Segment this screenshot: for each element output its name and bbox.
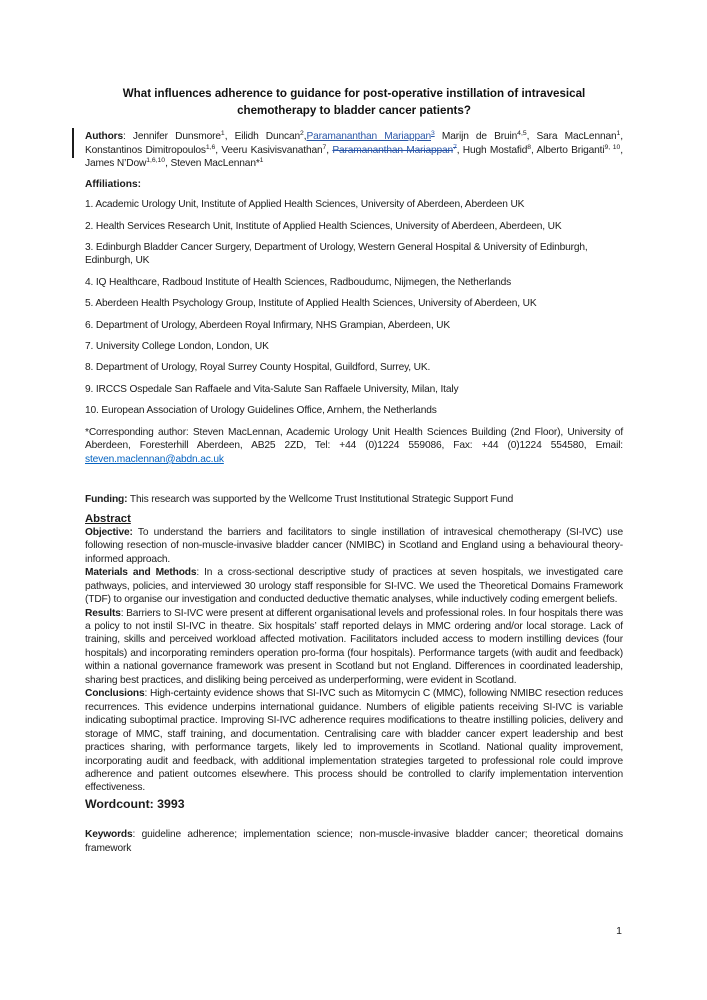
text-run: Marijn de Bruin bbox=[434, 131, 518, 142]
keywords bbox=[85, 828, 623, 855]
affiliation-item: 10. European Association of Urology Guidelines Office, Arnhem, the Netherlands bbox=[85, 405, 437, 417]
abstract-heading: Abstract bbox=[85, 512, 131, 525]
abstract-objective bbox=[85, 526, 623, 566]
text-run: , Alberto Briganti bbox=[531, 144, 605, 156]
text-run: : Barriers to SI-IVC were present at different organisational levels and professional roles. In four hospitals there was a policy to not instil SI-IVC in theatre. Six hospitals’ staff reported delays in MMC ordering and/or local storage. Lack of training, skills and perceived workload affected motivation. Facilitators included access to modern instilling devices (four hospitals) and incorporating reminders operation pro-forma (four hospitals). Performance targets (with audit and feedback) within a national governance framework was present in Scotland but not England. Differences in coordinated leadership, sharing best practices, and disliking being perceived as underperforming, were evident in Scotland. bbox=[85, 607, 623, 686]
text-run: : In a cross-sectional descriptive study of practices at seven hospitals, we investigated care pathways, policies, and interviewed 30 urology staff responsible for SI-IVC. We used the Theoretical Domains Framework (TDF) to organise our investigation and conducted deductive thematic analyses, while inductively coding emergent beliefs. bbox=[85, 567, 623, 606]
affiliation-item: 2. Health Services Research Unit, Institute of Applied Health Sciences, University of Aberdeen, Aberdeen, UK bbox=[85, 220, 562, 232]
text-run: , bbox=[326, 144, 333, 156]
text-run: 1,6 bbox=[205, 143, 216, 151]
text-run: : High-certainty evidence shows that SI-IVC such as Mitomycin C (MMC), following NMIBC resection reduces recurrences. This evidence underpins international guidance. Numbers of eligible patients receiving SI-IVC is variable indicating suboptimal practice. Improving SI-IVC adherence requires modifications to theatre instilling policies, delivery and storage of MMC, staff training, and documentation. Centralising care with bladder cancer expert leadership and best practices sharing, with performance targets, likely led to improvements in Scotland. National quality improvement, incorporating audit and feedback, with additional implementation strategies targeted to professional role could improve adherence and patient outcomes elsewhere. This process should be controlled to clarify implementation intervention effectiveness. bbox=[85, 688, 623, 794]
tracked-change-bar bbox=[72, 128, 74, 158]
affiliation-item: 8. Department of Urology, Royal Surrey County Hospital, Guildford, Surrey, UK. bbox=[85, 362, 431, 374]
text-run: , bbox=[303, 131, 307, 142]
text-run: , Konstantinos Dimitropoulos bbox=[85, 131, 623, 156]
wordcount bbox=[85, 796, 623, 812]
abstract-results bbox=[85, 607, 623, 688]
text-run: Funding: bbox=[85, 494, 128, 506]
text-run: Keywords bbox=[85, 828, 133, 840]
text-run: 7 bbox=[322, 143, 327, 151]
affiliation-item: 5. Aberdeen Health Psychology Group, Institute of Applied Health Sciences, University of Aberdeen, UK bbox=[85, 298, 537, 310]
text-run: 3 bbox=[431, 130, 435, 137]
text-run: , Veeru Kasivisvanathan bbox=[215, 144, 323, 156]
text-run: Conclusions bbox=[85, 688, 145, 700]
text-run: Materials and Methods bbox=[85, 567, 197, 579]
text-run: Authors bbox=[85, 131, 123, 142]
text-run: , Eilidh Duncan bbox=[224, 131, 301, 142]
text-run: This research was supported by the Wellcome Trust Institutional Strategic Support Fund bbox=[127, 494, 514, 506]
inserted-author-name: Paramananthan Mariappan bbox=[306, 131, 432, 142]
text-run: : Jennifer Dunsmore bbox=[123, 131, 221, 142]
affiliation-item: 4. IQ Healthcare, Radboud Institute of Health Sciences, Radboudumc, Nijmegen, the Netherlands bbox=[85, 276, 512, 288]
text-run: 2 bbox=[300, 130, 304, 137]
affiliation-item: 7. University College London, London, UK bbox=[85, 341, 269, 353]
text-run: 9, 10 bbox=[604, 143, 621, 151]
text-run: 1,6,10 bbox=[146, 157, 166, 165]
affiliation-item: 1. Academic Urology Unit, Institute of Applied Health Sciences, University of Aberdeen, Aberdeen UK bbox=[85, 199, 525, 211]
paper-title: What influences adherence to guidance for post-operative instillation of intravesical chemotherapy to bladder cancer patients? bbox=[122, 87, 586, 117]
abstract-methods bbox=[85, 566, 623, 606]
text-run: 1 bbox=[259, 157, 264, 165]
text-run: 1 bbox=[220, 130, 225, 137]
text-run: 7 bbox=[453, 143, 457, 151]
funding-statement bbox=[85, 493, 623, 506]
page-content bbox=[85, 86, 623, 855]
text-run: , Steven MacLennan* bbox=[165, 158, 260, 170]
text-run: *Corresponding author: Steven MacLennan, Academic Urology Unit Health Sciences Building (2nd Floor), University of Aberdeen, Foresterhill Aberdeen, AB25 2ZD, Tel: +44 (0)1224 559086, Fax: +44 (0)1224 554580, Email: bbox=[85, 426, 623, 452]
text-run: : guideline adherence; implementation science; non-muscle-invasive bladder cancer; theoretical domains framework bbox=[85, 828, 623, 854]
author-list bbox=[85, 130, 623, 171]
corresponding-author bbox=[85, 426, 623, 467]
email-link[interactable]: steven.maclennan@abdn.ac.uk bbox=[85, 453, 224, 465]
text-run: 8 bbox=[527, 143, 531, 151]
text-run: To understand the barriers and facilitators to single instillation of intravesical chemotherapy (SI-IVC) use following resection of non-muscle-invasive bladder cancer (NMIBC) in Scotland and England using a behavioural theory-informed approach. bbox=[85, 526, 623, 565]
text-run: , Hugh Mostafid bbox=[456, 144, 528, 156]
text-run: , Sara MacLennan bbox=[526, 131, 617, 142]
affiliation-item: 3. Edinburgh Bladder Cancer Surgery, Department of Urology, Western General Hospital & University of Edinburgh, Edinburgh, UK bbox=[85, 242, 588, 267]
text-run: 1 bbox=[616, 130, 621, 137]
page-number: 1 bbox=[616, 925, 622, 937]
text-run: , James N’Dow bbox=[85, 144, 623, 170]
abstract-conclusions bbox=[85, 687, 623, 795]
affiliations-heading: Affiliations: bbox=[85, 178, 142, 190]
text-run: Results bbox=[85, 607, 121, 619]
affiliation-item: 6. Department of Urology, Aberdeen Royal Infirmary, NHS Grampian, Aberdeen, UK bbox=[85, 319, 451, 331]
text-run: Wordcount: 3993 bbox=[85, 796, 185, 811]
affiliation-item: 9. IRCCS Ospedale San Raffaele and Vita-Salute San Raffaele University, Milan, Italy bbox=[85, 383, 459, 395]
text-run: Objective: bbox=[85, 526, 133, 538]
text-run: 4,5 bbox=[517, 130, 527, 137]
deleted-author-name: Paramananthan Mariappan bbox=[332, 144, 454, 156]
